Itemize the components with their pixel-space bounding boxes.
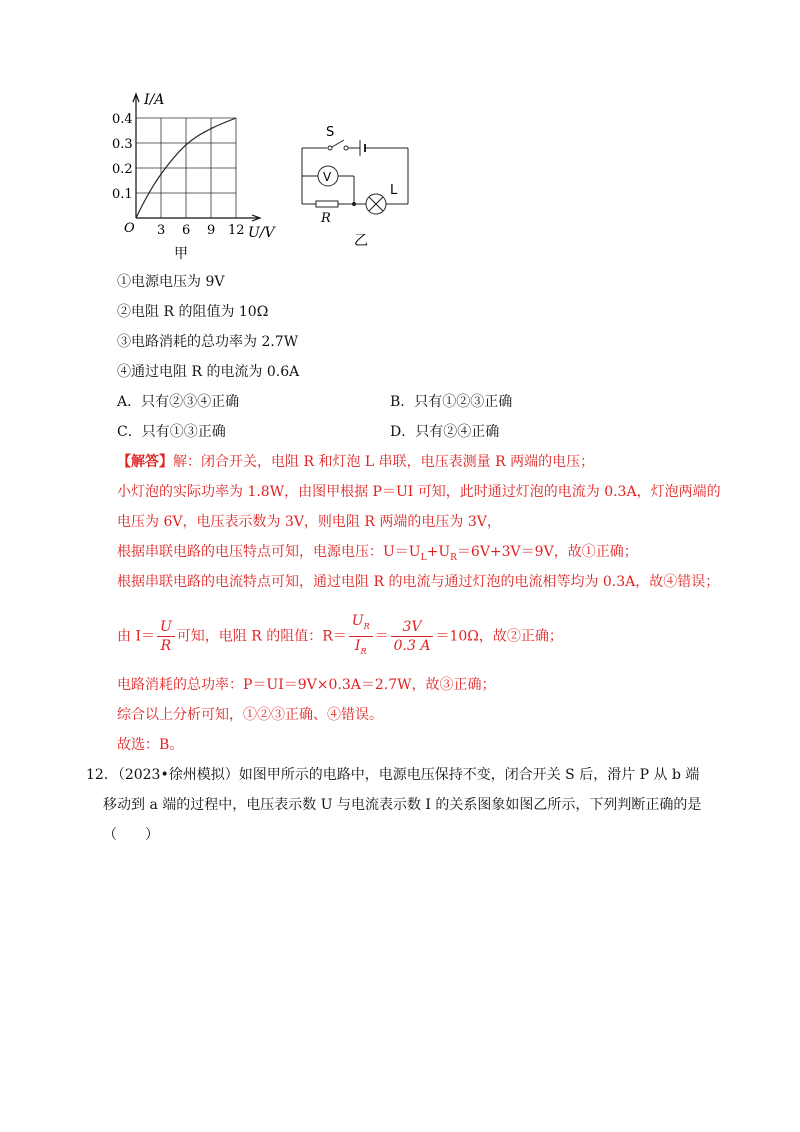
answer-line-2: 小灯泡的实际功率为 1.8W，由图甲根据 P＝UI 可知，此时通过灯泡的电流为 0.3A，灯泡两端的 bbox=[117, 484, 721, 500]
x-tick-label: 12 bbox=[228, 223, 245, 238]
fraction-u-over-r: $\frac{U}{R}$ bbox=[157, 618, 175, 655]
iu-graph bbox=[108, 90, 288, 260]
option-a: A．只有②③④正确 bbox=[117, 394, 240, 410]
statement-4: ④通过电阻 R 的电流为 0.6A bbox=[117, 364, 300, 380]
option-c: C．只有①③正确 bbox=[117, 424, 226, 440]
answer-line-1 bbox=[117, 452, 594, 472]
x-tick-label: 3 bbox=[157, 223, 166, 238]
switch-label: S bbox=[326, 125, 335, 140]
statement-1: ①电源电压为 9V bbox=[117, 274, 225, 290]
question-12-line-1: 12．（2023•徐州模拟）如图甲所示的电路中，电源电压保持不变，闭合开关 S 后，滑片 P 从 b 端 bbox=[86, 767, 700, 783]
y-tick-label: 0.4 bbox=[112, 112, 133, 127]
graph-grid bbox=[136, 118, 236, 218]
answer-line-4: 根据串联电路的电压特点可知，电源电压：$U=U_L+U_R=6V+3V=9V$，故①正确； bbox=[117, 544, 638, 563]
answer-line-5: 根据串联电路的电流特点可知，通过电阻 R 的电流与通过灯泡的电流相等均为 0.3A，故④错误； bbox=[117, 574, 720, 590]
lamp-label: L bbox=[390, 183, 398, 198]
answer-line-9: 故选：B。 bbox=[117, 737, 184, 753]
answer-line-8: 综合以上分析可知，①②③正确、④错误。 bbox=[117, 707, 383, 723]
y-tick-label: 0.1 bbox=[112, 187, 133, 202]
option-d: D．只有②④正确 bbox=[390, 424, 500, 440]
fraction-3v-over-03a: $\frac{3V}{0.3 A}$ bbox=[391, 618, 434, 655]
answer-tag: 【解答】 bbox=[117, 454, 173, 470]
figure-caption-yi: 乙 bbox=[354, 233, 368, 248]
x-tick-label: 9 bbox=[207, 223, 216, 238]
y-tick-label: 0.3 bbox=[112, 137, 133, 152]
fraction-ur-over-ir: $\frac{U_R}{I_R}$ bbox=[349, 612, 373, 661]
circuit-diagram bbox=[292, 118, 422, 248]
answer-line-7: 电路消耗的总功率：P＝UI＝9V×0.3A＝2.7W，故③正确； bbox=[117, 677, 496, 693]
voltmeter-label: V bbox=[323, 170, 332, 184]
question-12-line-2: 移动到 a 端的过程中，电压表示数 U 与电流表示数 I 的关系图象如图乙所示，下列判断正确的是 bbox=[103, 797, 702, 813]
answer-line-6: 由 I＝ $\frac{U}{R}$ 可知，电阻 R 的阻值：R＝ $\frac{U_R}{I_R}$ ＝ $\frac{3V}{0.3 A}$ ＝10Ω，故②正确； bbox=[117, 612, 563, 661]
statement-2: ②电阻 R 的阻值为 10Ω bbox=[117, 304, 269, 320]
option-b: B．只有①②③正确 bbox=[390, 394, 513, 410]
x-axis-label: U/V bbox=[248, 225, 275, 241]
x-tick-label: 6 bbox=[182, 223, 191, 238]
statement-3: ③电路消耗的总功率为 2.7W bbox=[117, 334, 299, 350]
question-12-line-3: （ ） bbox=[103, 827, 159, 843]
origin-label: O bbox=[124, 221, 135, 236]
answer-text-1: 解：闭合开关，电阻 R 和灯泡 L 串联，电压表测量 R 两端的电压； bbox=[173, 454, 595, 470]
y-tick-label: 0.2 bbox=[112, 162, 133, 177]
graph-axes bbox=[133, 94, 260, 221]
y-axis-label: I/A bbox=[144, 92, 165, 108]
resistor-label: R bbox=[321, 211, 331, 226]
figure-caption-jia: 甲 bbox=[174, 246, 188, 260]
answer-line-3: 电压为 6V，电压表示数为 3V，则电阻 R 两端的电压为 3V， bbox=[117, 514, 501, 530]
